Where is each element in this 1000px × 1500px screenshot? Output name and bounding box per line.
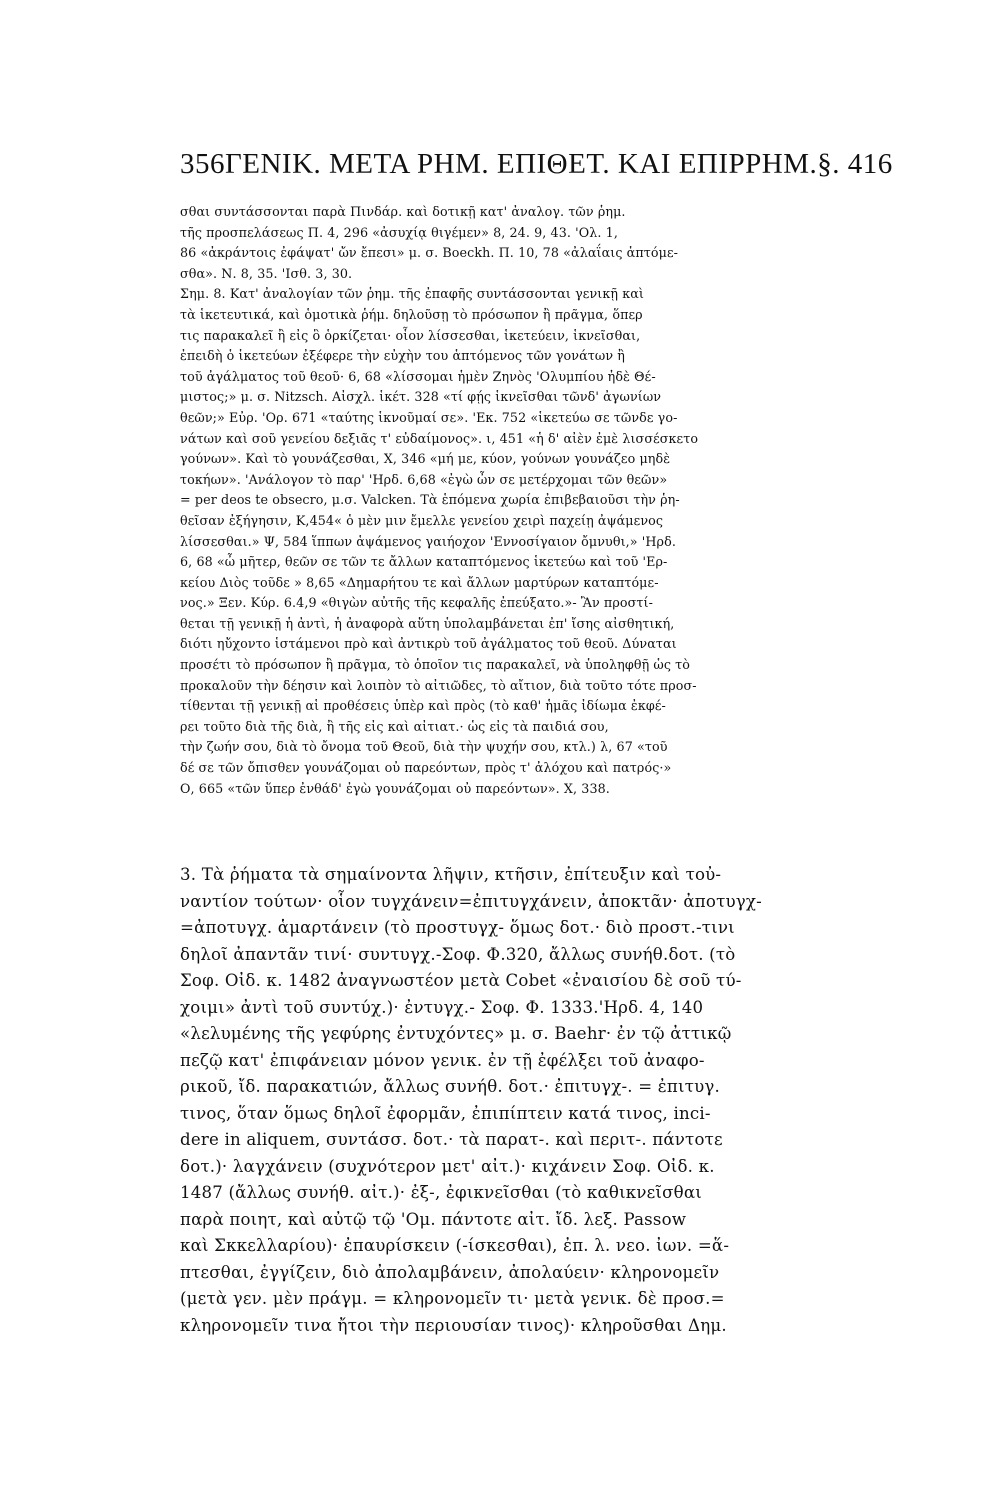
text-line: (μετὰ γεν. μὲν πράγμ. = κληρονομεῖν τι· μετὰ γενικ. δὲ προσ.=: [180, 1289, 725, 1308]
text-line: dere in aliquem, συντάσσ. δοτ.· τὰ παρατ-. καὶ περιτ-. πάντοτε: [180, 1130, 723, 1149]
text-line: σθαι συντάσσονται παρὰ Πινδάρ. καὶ δοτικῇ κατ' ἀναλογ. τῶν ῥημ.: [180, 204, 626, 219]
text-line: =ἀποτυγχ. ἁμαρτάνειν (τὸ προστυγχ- ὅμως δοτ.· διὸ προστ.-τινι: [180, 918, 735, 937]
text-line: Ο, 665 «τῶν ὕπερ ἐνθάδ' ἐγὼ γουνάζομαι οὐ παρεόντων». Χ, 338.: [180, 780, 610, 796]
text-line: χοιμι» ἀντὶ τοῦ συντύχ.)· ἐντυγχ.- Σοφ. Φ. 1333.'Ηρδ. 4, 140: [180, 997, 704, 1017]
main-paragraph-3: [180, 862, 870, 1339]
text-line: νος.» Ξεν. Κύρ. 6.4,9 «θιγὼν αὐτῆς τῆς κεφαλῆς ἐπεύξατο.»- Ἂν προστί-: [180, 595, 653, 611]
text-line: δηλοῖ ἀπαντᾶν τινί· συντυγχ.-Σοφ. Φ.320, ἄλλως συνήθ.δοτ. (τὸ: [180, 944, 736, 964]
text-line: θεῖσαν ἐξήγησιν, Κ,454« ὁ μὲν μιν ἔμελλε γενείου χειρὶ παχείῃ ἀψάμενος: [180, 512, 664, 528]
text-line: θεται τῇ γενικῇ ἡ ἀντὶ, ἡ ἀναφορὰ αὕτη ὑπολαμβάνεται ἐπ' ἴσης αἰσθητική,: [180, 615, 675, 631]
text-line: κείου Διὸς τοῦδε » 8,65 «Δημαρήτου τε καὶ ἄλλων μαρτύρων καταπτόμε-: [180, 574, 659, 590]
text-line: τινος, ὅταν ὅμως δηλοῖ ἐφορμᾶν, ἐπιπίπτειν κατά τινος, inci-: [180, 1103, 711, 1123]
text-line: 86 «ἀκράντοις ἐφάψατ' ὤν ἔπεσι» μ. σ. Boeckh. Π. 10, 78 «ἀλαΐαις ἁπτόμε-: [180, 245, 679, 261]
text-line: τίθενται τῇ γενικῇ αἱ προθέσεις ὑπὲρ καὶ πρὸς (τὸ καθ' ἡμᾶς ἰδίωμα ἐκφέ-: [180, 698, 666, 714]
text-line: πεζῷ κατ' ἐπιφάνειαν μόνον γενικ. ἐν τῇ ἐφέλξει τοῦ ἀναφο-: [180, 1050, 705, 1070]
text-line: ἐπειδὴ ὁ ἱκετεύων ἐξέφερε τὴν εὐχὴν του ἁπτόμενος τῶν γονάτων ἢ: [180, 348, 625, 364]
text-line: θεῶν;» Εὐρ. 'Ορ. 671 «ταύτης ἱκνοῦμαί σε». 'Εκ. 752 «ἱκετεύω σε τῶνδε γο-: [180, 409, 678, 425]
text-line: γούνων». Καὶ τὸ γουνάζεσθαι, Χ, 346 «μή με, κύον, γούνων γουνάζεο μηδὲ: [180, 451, 671, 467]
text-line: = per deos te obsecro, μ.σ. Valcken. Τὰ ἑπόμενα χωρία ἐπιβεβαιοῦσι τὴν ῥη-: [180, 492, 680, 508]
text-line: τὰ ἱκετευτικά, καὶ ὁμοτικὰ ῥήμ. δηλοῦσῃ τὸ πρόσωπον ἢ πρᾶγμα, ὅπερ: [180, 306, 643, 322]
text-line: ρικοῦ, ἴδ. παρακατιών, ἄλλως συνήθ. δοτ.· ἐπιτυγχ-. = ἐπιτυγ.: [180, 1077, 720, 1096]
text-line: 1487 (ἄλλως συνήθ. αἰτ.)· ἐξ-, ἐφικνεῖσθαι (τὸ καθικνεῖσθαι: [180, 1183, 702, 1202]
text-line: κληρονομεῖν τινα ἤτοι τὴν περιουσίαν τινος)· κληροῦσθαι Δημ.: [180, 1315, 727, 1335]
text-line: τὴν ζωήν σου, διὰ τὸ ὄνομα τοῦ Θεοῦ, διὰ τὴν ψυχήν σου, κτλ.) λ, 67 «τοῦ: [180, 739, 668, 755]
running-title: ΓΕΝΙΚ. ΜΕΤΑ ΡΗΜ. ΕΠΙΘΕΤ. ΚΑΙ ΕΠΙΡΡΗΜ.: [225, 148, 818, 180]
text-line: 3. Τὰ ῥήματα τὰ σημαίνοντα λῆψιν, κτῆσιν, ἐπίτευξιν καὶ τοὐ-: [180, 865, 722, 884]
small-print-notes: [180, 202, 870, 799]
text-line: τις παρακαλεῖ ἢ εἰς ὃ ὁρκίζεται· οἷον λίσσεσθαι, ἱκετεύειν, ἱκνεῖσθαι,: [180, 327, 641, 343]
text-line: Σημ. 8. Κατ' ἀναλογίαν τῶν ῥημ. τῆς ἐπαφῆς συντάσσονται γενικῇ καὶ: [180, 286, 645, 302]
text-line: ρει τοῦτο διὰ τῆς διὰ, ἢ τῆς εἰς καὶ αἰτιατ.· ὡς εἰς τὰ παιδιά σου,: [180, 718, 609, 734]
text-line: μιστος;» μ. σ. Nitzsch. Αἰσχλ. ἱκέτ. 328 «τί φῄς ἱκνεῖσθαι τῶνδ' ἀγωνίων: [180, 389, 662, 405]
text-line: λίσσεσθαι.» Ψ, 584 ἵππων ἁψάμενος γαιήοχον 'Εννοσίγαιον ὄμνυθι,» 'Ηρδ.: [180, 533, 676, 549]
text-line: σθα». Ν. 8, 35. 'Ισθ. 3, 30.: [180, 265, 353, 281]
text-line: προκαλοῦν τὴν δέησιν καὶ λοιπὸν τὸ αἰτιῶδες, τὸ αἴτιον, διὰ τοῦτο τότε προσ-: [180, 677, 697, 693]
text-line: νάτων καὶ σοῦ γενείου δεξιᾶς τ' εὐδαίμονος». ι, 451 «ἡ δ' αἰὲν ἐμὲ λισσέσκετο: [180, 430, 699, 446]
text-line: τοῦ ἀγάλματος τοῦ θεοῦ· 6, 68 «λίσσομαι ἡμὲν Ζηνὸς 'Ολυμπίου ἠδὲ Θέ-: [180, 368, 656, 384]
text-line: «λελυμένης τῆς γεφύρης ἐντυχόντες» μ. σ. Baehr· ἐν τῷ ἀττικῷ: [180, 1024, 732, 1043]
text-line: διότι ηὔχοντο ἱστάμενοι πρὸ καὶ ἀντικρὺ τοῦ ἀγάλματος τοῦ θεοῦ. Δύναται: [180, 636, 677, 652]
running-head: [180, 148, 893, 188]
text-line: 6, 68 «ὦ μῆτερ, θεῶν σε τῶν τε ἄλλων καταπτόμενος ἱκετεύω καὶ τοῦ 'Ερ-: [180, 554, 668, 570]
text-line: καὶ Σκκελλαρίου)· ἐπαυρίσκειν (-ίσκεσθαι), ἐπ. λ. νεο. ἰων. =ἅ-: [180, 1236, 730, 1255]
text-line: πτεσθαι, ἐγγίζειν, διὸ ἀπολαμβάνειν, ἀπολαύειν· κληρονομεῖν: [180, 1262, 720, 1282]
text-line: Σοφ. Οἰδ. κ. 1482 ἀναγνωστέον μετὰ Cobet «ἐναισίου δὲ σοῦ τύ-: [180, 971, 742, 990]
text-line: τοκήων». 'Ανάλογον τὸ παρ' 'Ηρδ. 6,68 «ἐγὼ ὦν σε μετέρχομαι τῶν θεῶν»: [180, 471, 668, 487]
text-line: δέ σε τῶν ὄπισθεν γουνάζομαι οὐ παρεόντων, πρὸς τ' ἀλόχου καὶ πατρός·»: [180, 760, 672, 776]
page-number: 356: [180, 148, 225, 180]
text-line: ναντίον τούτων· οἷον τυγχάνειν=ἐπιτυγχάνειν, ἀποκτᾶν· ἀποτυγχ-: [180, 891, 762, 911]
text-line: δοτ.)· λαγχάνειν (συχνότερον μετ' αἰτ.)· κιχάνειν Σοφ. Οἰδ. κ.: [180, 1156, 715, 1176]
text-line: τῆς προσπελάσεως Π. 4, 296 «ἀσυχίᾳ θιγέμεν» 8, 24. 9, 43. 'Ολ. 1,: [180, 224, 618, 240]
text-line: προσέτι τὸ πρόσωπον ἢ πρᾶγμα, τὸ ὁποῖον τις παρακαλεῖ, νὰ ὑποληφθῇ ὡς τὸ: [180, 657, 691, 673]
text-line: παρὰ ποιητ, καὶ αὐτῷ τῷ 'Ομ. πάντοτε αἰτ. ἴδ. λεξ. Passow: [180, 1209, 687, 1229]
section-number: §. 416: [817, 148, 893, 180]
